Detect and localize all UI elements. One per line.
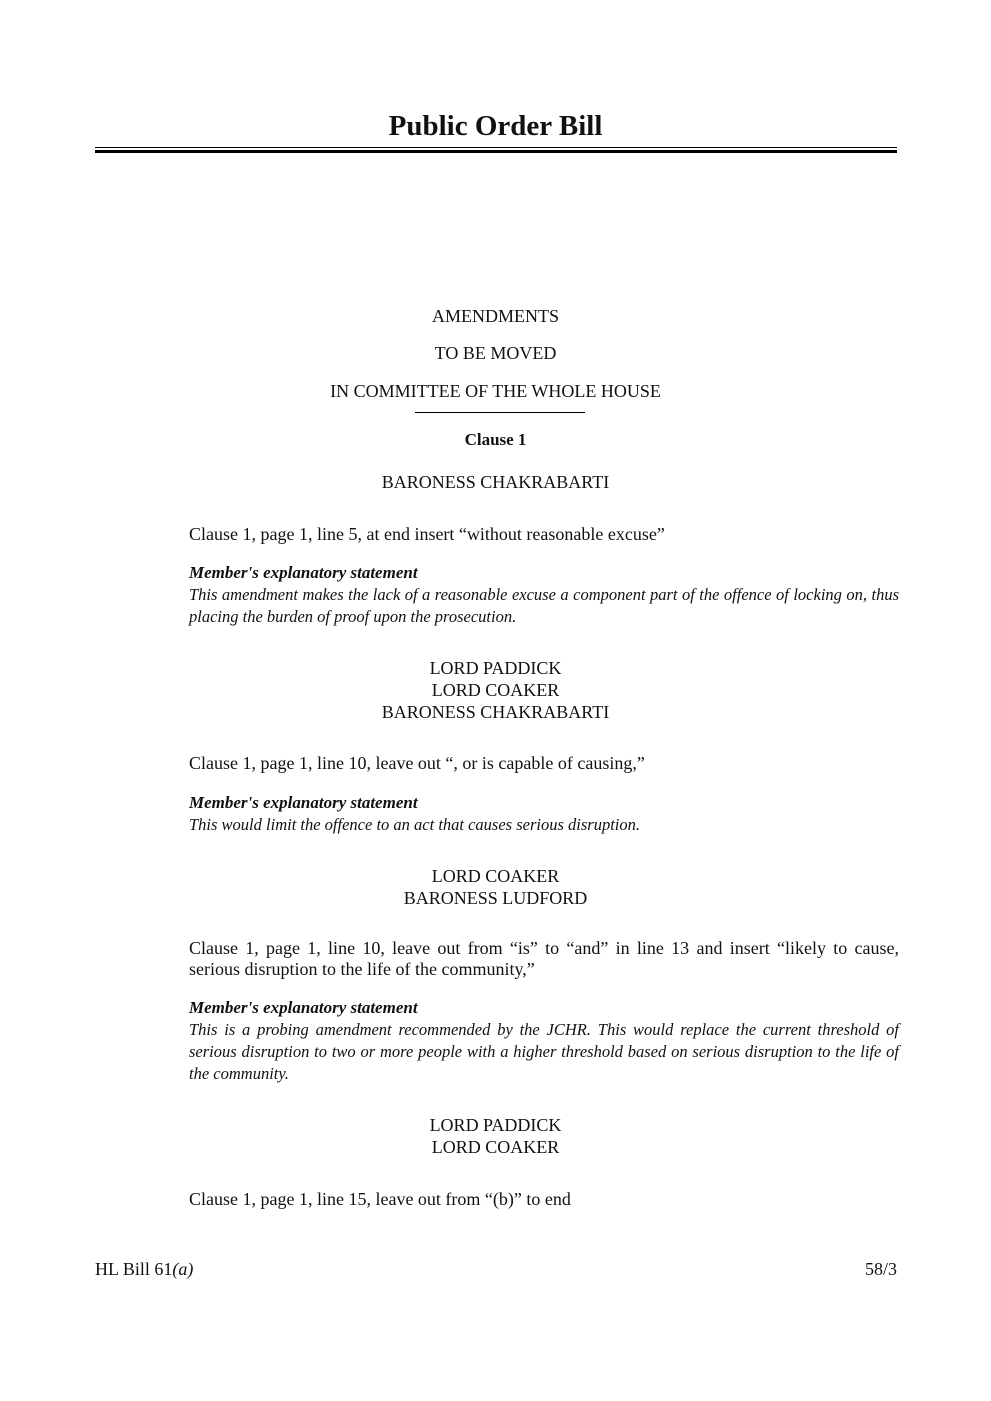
amendment-text: Clause 1, page 1, line 5, at end insert “without reasonable excuse”	[189, 524, 665, 544]
page-reference: 58/3	[864, 1259, 897, 1279]
sponsor: LORD COAKER	[431, 680, 560, 700]
amendment-text: Clause 1, page 1, line 10, leave out “, or is capable of causing,”	[189, 753, 645, 773]
heading-line: IN COMMITTEE OF THE WHOLE HOUSE	[330, 381, 661, 401]
heading-line: AMENDMENTS	[431, 306, 559, 326]
amendment-text: Clause 1, page 1, line 15, leave out from “(b)” to end	[189, 1189, 571, 1209]
sponsor: BARONESS LUDFORD	[403, 888, 588, 908]
amendment-text: Clause 1, page 1, line 10, leave out from “is” to “and” in line 13 and insert “likely to cause, serious disruption to the life of the community,”	[189, 938, 899, 979]
title-rule-thin	[95, 147, 897, 148]
heading-line: TO BE MOVED	[434, 343, 557, 363]
sponsor: BARONESS CHAKRABARTI	[381, 472, 610, 492]
sponsor: LORD COAKER	[431, 866, 560, 886]
document-title: Public Order Bill	[388, 110, 603, 142]
bill-number	[95, 1258, 193, 1280]
sponsor: BARONESS CHAKRABARTI	[381, 702, 610, 722]
title-rule-thick	[95, 150, 897, 153]
explanatory-statement: This would limit the offence to an act that causes serious disruption.	[189, 815, 640, 834]
bill-suffix: (a)	[172, 1259, 194, 1279]
sponsor: LORD PADDICK	[429, 1115, 562, 1135]
sponsor: LORD COAKER	[431, 1137, 560, 1157]
heading-rule	[415, 412, 585, 413]
explanatory-statement: This is a probing amendment recommended by the JCHR. This would replace the current threshold of serious disruption to two or more people with a higher threshold based on serious disruption to the life of the community.	[189, 1020, 899, 1083]
explanatory-statement: This amendment makes the lack of a reasonable excuse a component part of the offence of locking on, thus placing the burden of proof upon the prosecution.	[189, 585, 899, 626]
explanatory-label: Member's explanatory statement	[189, 793, 418, 812]
sponsor: LORD PADDICK	[429, 658, 562, 678]
clause-heading: Clause 1	[464, 430, 527, 449]
explanatory-label: Member's explanatory statement	[189, 563, 418, 582]
bill-number-text: HL Bill 61	[95, 1259, 173, 1279]
explanatory-label: Member's explanatory statement	[189, 998, 418, 1017]
